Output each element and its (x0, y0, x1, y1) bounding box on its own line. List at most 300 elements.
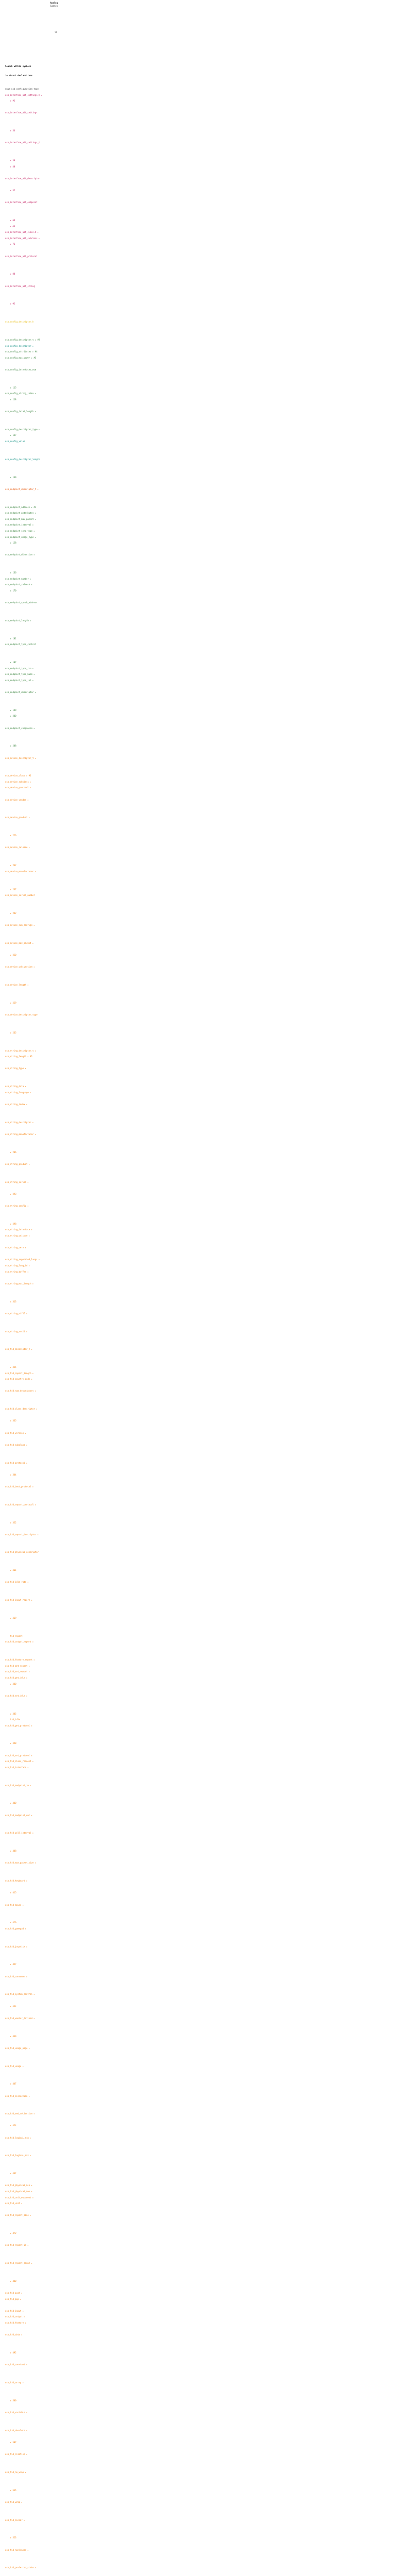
result-line (5, 1778, 62, 1784)
result-line (5, 1730, 62, 1736)
result-line (5, 1951, 62, 1957)
result-line (5, 1073, 62, 1079)
result-line[interactable]: usb_endpoint_interval ▸ (5, 523, 34, 527)
result-line (5, 2345, 62, 2351)
result-line[interactable]: hid_idle (5, 1718, 20, 1721)
result-line[interactable]: usb_hid_preferred_state ▸ (5, 2566, 37, 2569)
result-line[interactable]: usb_hid_endpoint_in ▸ (5, 1784, 31, 1787)
line-number-link[interactable]: ▸ 335 (5, 1419, 16, 1422)
line-number-link[interactable]: ▸ 199 (5, 708, 16, 711)
line-number-link[interactable]: ▸ 286 (5, 1150, 16, 1154)
result-line (5, 1175, 62, 1181)
result-line (5, 464, 62, 470)
result-line (5, 2053, 62, 2059)
result-line (5, 613, 62, 619)
result-line (5, 2107, 62, 2113)
result-line (5, 2071, 62, 2077)
result-line (5, 117, 62, 124)
line-number-link[interactable]: ▸ 237 (5, 888, 16, 891)
result-line[interactable]: usb_string_serial ▸ (5, 1180, 29, 1183)
result-line[interactable]: usb_config_descriptor ▸ (5, 344, 34, 347)
result-line (5, 685, 62, 691)
result-line (5, 1241, 62, 1247)
result-line (5, 279, 62, 285)
result-line[interactable]: usb_endpoint_max_packet ▸ (5, 517, 37, 520)
result-line (5, 2477, 62, 2483)
result-line (5, 2447, 62, 2453)
result-line[interactable]: usb_hid_mouse ▸ (5, 1903, 24, 1906)
result-line[interactable]: usb_string_config ▸ (5, 1205, 29, 1208)
result-line (5, 625, 62, 631)
line-number-link[interactable]: ▸ 118 (5, 398, 16, 401)
line-number-link[interactable]: ▸ 139 (5, 476, 16, 479)
result-line (5, 1145, 62, 1151)
result-line (5, 1402, 62, 1408)
result-line (5, 1336, 62, 1342)
results-pane (1, 0, 62, 2576)
result-line (5, 840, 62, 846)
result-line[interactable]: usb_hid_endpoint_out ▸ (5, 1814, 32, 1817)
result-line[interactable]: usb_config_descriptor_h (5, 320, 34, 324)
result-line[interactable]: usb_hid_report_count ▸ (5, 2262, 32, 2265)
line-number-link[interactable]: ▸ 115 (5, 386, 16, 389)
result-line[interactable]: usb_string_utf16 ▸ (5, 1312, 28, 1315)
result-line[interactable]: usb_device_serial_number (5, 894, 35, 897)
line-number-link[interactable]: ▸ 462 (5, 2172, 16, 2175)
result-line[interactable]: usb_device_vendor ▸ (5, 798, 29, 801)
result-line[interactable]: usb_string_lang_id ▸ (5, 1264, 30, 1267)
line-number-link[interactable]: ▸ 344 (5, 1473, 16, 1476)
line-number-link[interactable]: ▸ 127 (5, 434, 16, 437)
result-line[interactable]: usb_device_usb_version ▸ (5, 965, 35, 969)
result-line[interactable]: usb_string_zero ▸ (5, 1246, 26, 1249)
result-line[interactable]: usb_interface_alt_settings.h ▸ (5, 93, 43, 96)
result-line (5, 972, 62, 978)
line-number-link[interactable]: ▸ 34 (5, 129, 15, 132)
result-line (5, 1987, 62, 1993)
result-line[interactable]: usb_hid_data ▸ (5, 2333, 23, 2336)
line-number-link[interactable]: ▸ 380 (5, 1682, 16, 1685)
line-number-link[interactable]: ▸ 293 (5, 1192, 16, 1195)
line-number-link[interactable]: ▸ 166 (5, 571, 16, 574)
result-line (5, 1354, 62, 1360)
result-line[interactable]: usb_endpoint_companion ▸ (5, 726, 35, 730)
result-line[interactable]: usb_endpoint_sync_type ▸ (5, 529, 35, 532)
result-line[interactable]: usb_hid_report_size ▸ (5, 2214, 31, 2217)
result-line (5, 1916, 62, 1922)
result-line[interactable]: usb_hid_poll_interval ▸ (5, 1832, 34, 1835)
result-line (5, 995, 62, 1002)
result-line[interactable]: usb_endpoint_direction ▸ (5, 553, 35, 556)
result-line[interactable]: usb_hid_vendor_defined ▸ (5, 2016, 35, 2020)
result-line[interactable]: usb_hid_wrap ▸ (5, 2500, 23, 2503)
result-line (5, 852, 62, 858)
result-line (5, 2358, 62, 2364)
line-number-link[interactable]: ▸ 472 (5, 2232, 16, 2235)
result-line[interactable]: usb_device_product ▸ (5, 816, 30, 819)
result-line[interactable]: usb_hid_unit ▸ (5, 2202, 23, 2205)
result-line[interactable]: usb_device_class ▸ #1 (5, 774, 31, 777)
result-line[interactable]: usb_hid_gamepad ▸ (5, 1927, 26, 1930)
result-line[interactable]: usb_interface_alt_subclass ▸ (5, 236, 40, 240)
result-line (5, 2375, 62, 2381)
line-number-link[interactable]: ▸ 492 (5, 2351, 16, 2354)
line-number-link[interactable]: ▸ 40 (5, 165, 15, 168)
line-number-link[interactable]: ▸ 64 (5, 219, 15, 222)
result-line[interactable]: usb_endpoint_type_bulk ▸ (5, 673, 35, 676)
line-number-link[interactable]: ▸ 200 (5, 715, 16, 718)
result-line (5, 1414, 62, 1420)
result-line (5, 977, 62, 984)
line-number-link[interactable]: ▸ 242 (5, 911, 16, 914)
line-number-link[interactable]: ▸ 369 (5, 1617, 16, 1619)
result-line (5, 2572, 62, 2576)
result-line (5, 291, 62, 297)
result-line[interactable]: usb_interface_alt_protocol (5, 255, 38, 258)
line-number-link[interactable]: ▸ 313 (5, 1300, 16, 1303)
result-line[interactable]: usb_hid_set_protocol ▸ (5, 1754, 32, 1757)
result-line (5, 1957, 62, 1963)
result-line[interactable]: usb_string_descriptor ▸ (5, 1121, 34, 1124)
line-number-link[interactable]: ▸ 325 (5, 1366, 16, 1369)
result-line (5, 267, 62, 273)
line-number-link[interactable]: ▸ 400 (5, 1802, 16, 1805)
line-number-link[interactable]: ▸ 226 (5, 834, 16, 837)
line-number-link[interactable]: ▸ 259 (5, 1001, 16, 1004)
result-line (5, 446, 62, 452)
result-line[interactable]: usb_string_max_length ▸ (5, 1282, 34, 1285)
result-line (5, 2465, 62, 2471)
result-line (5, 1509, 62, 1515)
result-line[interactable]: usb_string_buffer ▸ (5, 1270, 29, 1273)
result-line (5, 2011, 62, 2017)
result-line[interactable]: usb_config_interfaces_num (5, 368, 37, 371)
result-line[interactable]: usb_hid_keyboard ▸ (5, 1879, 28, 1883)
result-line[interactable]: usb_hid_feature_report ▸ (5, 1658, 35, 1662)
result-line (5, 1700, 62, 1706)
result-line (5, 1479, 62, 1485)
result-line[interactable]: usb_device_release ▸ (5, 846, 30, 849)
result-line (5, 1933, 62, 1939)
line-number-link[interactable]: ▸ 352 (5, 1521, 16, 1524)
result-line[interactable]: usb_hid_get_report ▸ (5, 1664, 30, 1667)
line-number-link[interactable]: ▸ 38 (5, 159, 15, 162)
result-line (5, 1020, 62, 1026)
result-line (5, 2495, 62, 2501)
result-line[interactable]: usb_hid_get_protocol ▸ (5, 1724, 32, 1727)
result-line[interactable]: usb_hid_feature ▸ (5, 2321, 26, 2325)
result-line[interactable]: usb_endpoint_attributes ▸ (5, 512, 37, 515)
result-line (5, 769, 62, 775)
result-line[interactable]: usb_hid_class_request ▸ (5, 1760, 34, 1763)
result-line (5, 566, 62, 572)
result-line[interactable]: usb_device_manufacturer ▸ (5, 870, 37, 873)
result-line (5, 1826, 62, 1832)
result-line[interactable]: usb_endpoint_descriptor ▸ (5, 690, 37, 693)
result-line (5, 1079, 62, 1086)
result-line[interactable]: usb_hid_push ▸ (5, 2292, 23, 2295)
line-number-link[interactable]: ▸ 480 (5, 2279, 16, 2282)
result-line[interactable]: usb_hid_subclass ▸ (5, 1443, 28, 1446)
result-line (5, 1211, 62, 1217)
result-line (5, 2524, 62, 2531)
result-line[interactable]: usb_hid_report_id ▸ (5, 2244, 29, 2247)
line-number-link[interactable]: ▸ 232 (5, 864, 16, 867)
result-line[interactable]: usb_endpoint_type_control (5, 643, 37, 646)
result-line[interactable]: usb_hid_consumer ▸ (5, 1975, 28, 1978)
result-line (5, 380, 62, 386)
result-line (5, 810, 62, 817)
result-line[interactable]: usb_hid_joystick ▸ (5, 1945, 28, 1948)
result-line (5, 906, 62, 912)
result-line[interactable]: usb_config_descriptor_t ▸ #2 (5, 338, 40, 341)
result-line[interactable]: usb_hid_class_descriptor ▸ (5, 1408, 38, 1411)
result-line (5, 822, 62, 828)
result-line[interactable]: usb_interface_alt_settings_t (5, 141, 40, 144)
result-line[interactable]: usb_hid_usage_page ▸ (5, 2046, 30, 2049)
result-line (5, 1790, 62, 1796)
result-line[interactable]: usb_hid_physical_max ▸ (5, 2190, 32, 2193)
line-number-link[interactable]: ▸ 500 (5, 2399, 16, 2402)
line-number-link[interactable]: ▸ 80 (5, 273, 15, 276)
result-line (5, 2554, 62, 2561)
result-line[interactable]: usb_device_max_packet ▸ (5, 941, 34, 944)
result-line (5, 422, 62, 428)
result-line (5, 1384, 62, 1390)
result-line[interactable]: usb_hid_system_control ▸ (5, 1993, 35, 1996)
result-line[interactable]: usb_string_interface ▸ (5, 1228, 32, 1231)
line-number-link[interactable]: ▸ 181 (5, 637, 16, 640)
result-line (5, 990, 62, 996)
line-number-link[interactable]: ▸ 454 (5, 2124, 16, 2127)
result-line[interactable]: usb_hid_linear ▸ (5, 2518, 25, 2521)
result-line (5, 1043, 62, 1049)
line-number-link[interactable]: ▸ 408 (5, 1850, 16, 1853)
result-line[interactable]: usb_hid_idle_rate ▸ (5, 1581, 29, 1584)
result-line (5, 721, 62, 727)
result-line[interactable]: usb_hid_absolute ▸ (5, 2429, 28, 2432)
search-label[interactable]: Search (50, 5, 58, 7)
result-line[interactable]: usb_hid_end_collection ▸ (5, 2112, 35, 2115)
result-line[interactable]: usb_endpoint_length ▸ (5, 619, 31, 622)
result-line (5, 124, 62, 130)
result-line[interactable]: usb_hid_collection ▸ (5, 2094, 30, 2097)
result-line[interactable]: usb_interface_alt_settings (5, 111, 38, 114)
result-line[interactable]: usb_hid_interface ▸ (5, 1766, 29, 1769)
line-number-link[interactable]: ▸ 250 (5, 954, 16, 957)
result-line[interactable]: usb_string_language ▸ (5, 1091, 31, 1094)
result-line[interactable]: usb_interface_alt_descriptor (5, 177, 40, 180)
result-line (5, 876, 62, 882)
line-number-link[interactable]: ▸ 385 (5, 1712, 16, 1715)
line-number-link[interactable]: ▸ 523 (5, 2536, 16, 2539)
result-line[interactable]: usb_config_max_power ▸ #5 (5, 356, 37, 359)
result-line[interactable]: usb_device_descriptor_type (5, 1013, 38, 1016)
result-line[interactable]: usb_string_type ▸ (5, 1067, 26, 1070)
result-line[interactable]: usb_hid_descriptor_t ▸ (5, 1348, 32, 1351)
result-line[interactable]: usb_device_protocol ▸ (5, 786, 31, 789)
result-line (5, 1318, 62, 1324)
result-line[interactable]: usb_endpoint_type_iso ▸ (5, 667, 34, 670)
result-line[interactable]: usb_config_value (5, 440, 25, 443)
result-line[interactable]: usb_device_subclass ▸ (5, 780, 31, 783)
result-line[interactable]: usb_hid_unit_exponent ▸ (5, 2196, 34, 2199)
result-line[interactable]: usb_hid_logical_min ▸ (5, 2136, 31, 2139)
result-line (5, 2041, 62, 2047)
result-line[interactable]: usb_endpoint_number ▸ (5, 577, 31, 580)
result-line[interactable]: usb_string_data ▸ (5, 1085, 26, 1088)
result-line[interactable]: usb_hid_version ▸ (5, 1431, 26, 1434)
result-line[interactable]: usb_hid_protocol ▸ (5, 1461, 28, 1464)
result-line[interactable]: usb_hid_set_report ▸ (5, 1670, 30, 1673)
result-line (5, 1025, 62, 1031)
result-line[interactable]: usb_hid_relative ▸ (5, 2453, 28, 2456)
result-line[interactable]: usb_endpoint_refresh ▸ (5, 583, 32, 586)
result-line[interactable]: usb_hid_get_idle ▸ (5, 1676, 28, 1679)
line-number-link[interactable]: ▸ 71 (5, 243, 15, 246)
line-number-link[interactable]: ▸ 52 (5, 189, 15, 192)
result-line[interactable]: usb_hid_pop ▸ (5, 2297, 22, 2300)
result-line[interactable]: usb_string_product ▸ (5, 1162, 30, 1165)
result-line[interactable]: usb_string_ascii ▸ (5, 1330, 28, 1333)
line-number-link[interactable]: ▸ 507 (5, 2441, 16, 2444)
result-line (5, 195, 62, 201)
result-line[interactable]: usb_hid_max_packet_size ▸ (5, 1861, 37, 1865)
line-number-link[interactable]: ▸ #1 (5, 99, 15, 103)
result-line[interactable]: usb_interface_alt_class.h ▸ (5, 231, 39, 234)
result-line[interactable]: usb_string_length ▸ #1 (5, 1055, 32, 1058)
result-line (5, 135, 62, 142)
line-number-link[interactable]: ▸ 439 (5, 2035, 16, 2038)
result-line (5, 2387, 62, 2394)
result-line (5, 1288, 62, 1294)
line-number-link[interactable]: ▸ 170 (5, 589, 16, 592)
result-line[interactable]: usb_device_num_configs ▸ (5, 924, 35, 927)
result-line (5, 560, 62, 566)
result-line[interactable]: usb_hid_nonlinear ▸ (5, 2548, 29, 2551)
result-line[interactable]: usb_config_string_index ▸ (5, 392, 37, 395)
result-line (5, 1897, 62, 1904)
result-line (5, 106, 62, 112)
result-line[interactable]: usb_hid_boot_protocol ▸ (5, 1485, 34, 1488)
result-line (5, 733, 62, 739)
result-line (5, 2274, 62, 2280)
result-line (5, 1539, 62, 1545)
line-number-link[interactable]: ▸ 390 (5, 1742, 16, 1745)
result-line[interactable]: usb_hid_country_code ▸ (5, 1378, 32, 1381)
line-number-link[interactable]: ▸ 208 (5, 744, 16, 748)
result-line (5, 494, 62, 500)
result-line[interactable]: usb_endpoint_synch_address (5, 601, 38, 604)
result-line[interactable]: usb_device_length ▸ (5, 984, 29, 987)
result-line (5, 2142, 62, 2148)
result-line[interactable]: usb_hid_set_idle ▸ (5, 1694, 28, 1697)
line-number-link[interactable]: ▸ 187 (5, 661, 16, 664)
line-number-link[interactable]: ▸ 298 (5, 1222, 16, 1225)
app-title: Analog (50, 2, 58, 4)
line-number-link[interactable]: ▸ 66 (5, 225, 15, 228)
result-line[interactable]: usb_endpoint_usage_type ▸ (5, 535, 37, 538)
result-line (5, 309, 62, 315)
result-line (5, 2423, 62, 2429)
result-line[interactable]: usb_string_manufacturer ▸ (5, 1132, 37, 1136)
line-number-link[interactable]: ▸ 415 (5, 1891, 16, 1894)
result-line (5, 1748, 62, 1754)
result-line[interactable]: usb_hid_physical_min ▸ (5, 2184, 32, 2187)
result-line[interactable]: usb_interface_alt_string (5, 284, 35, 287)
result-line[interactable]: usb_hid_array ▸ (5, 2381, 24, 2384)
result-line[interactable]: usb_string_index ▸ (5, 1103, 28, 1106)
result-line[interactable]: usb_config_total_length ▸ (5, 410, 37, 413)
result-line[interactable]: usb_hid_output ▸ (5, 2315, 25, 2318)
result-line[interactable]: usb_config_descriptor_type ▸ (5, 428, 40, 431)
result-line[interactable]: usb_interface_alt_endpoint (5, 201, 38, 204)
result-line[interactable]: usb_hid_constant ▸ (5, 2363, 28, 2366)
result-line[interactable]: usb_string_descriptor_t ▸ (5, 1049, 37, 1052)
result-line[interactable]: usb_endpoint_address ▸ #1 (5, 505, 37, 509)
line-number-link[interactable]: ▸ 92 (5, 302, 15, 306)
result-line[interactable]: usb_hid_num_descriptors ▸ (5, 1389, 37, 1393)
result-line[interactable]: usb_hid_physical_descriptor (5, 1551, 39, 1554)
line-number-link[interactable]: ▸ 447 (5, 2082, 16, 2086)
line-number-link[interactable]: ▸ 158 (5, 541, 16, 545)
result-line[interactable]: usb_hid_no_wrap ▸ (5, 2470, 26, 2473)
result-line[interactable]: enum usb_configuration_type (5, 88, 39, 90)
result-line (5, 2119, 62, 2125)
result-line (5, 315, 62, 321)
result-line[interactable]: usb_string_supported_langs ▸ (5, 1258, 40, 1261)
line-number-link[interactable]: ▸ 427 (5, 1963, 16, 1966)
result-line (5, 1007, 62, 1013)
result-line (5, 1909, 62, 1916)
result-line (5, 1115, 62, 1121)
line-number-link[interactable]: ▸ 434 (5, 2005, 16, 2008)
result-line[interactable]: usb_config_attributes ▸ #4 (5, 350, 38, 353)
result-line[interactable]: usb_device_descriptor_t ▸ (5, 756, 37, 759)
result-line (5, 1449, 62, 1455)
result-line[interactable]: usb_hid_logical_max ▸ (5, 2154, 31, 2157)
line-number-link[interactable]: ▸ 265 (5, 1031, 16, 1034)
result-line[interactable]: hid_report (5, 1634, 23, 1637)
result-line (5, 1688, 62, 1694)
result-line[interactable]: usb_hid_input ▸ (5, 2309, 24, 2312)
result-line[interactable]: usb_string_unicode ▸ (5, 1234, 30, 1237)
result-line[interactable]: usb_hid_report_descriptor ▸ (5, 1533, 39, 1536)
result-line (5, 2435, 62, 2441)
result-line[interactable]: usb_config_descriptor_length (5, 457, 40, 461)
result-line (5, 2561, 62, 2567)
result-line[interactable]: usb_endpoint_descriptor_t ▸ (5, 487, 39, 490)
result-line[interactable]: usb_hid_report_length ▸ (5, 1371, 34, 1375)
result-line (5, 1497, 62, 1503)
line-number-link[interactable]: ▸ 361 (5, 1569, 16, 1572)
result-line[interactable]: usb_hid_usage ▸ (5, 2064, 24, 2067)
result-line[interactable]: usb_hid_report_protocol ▸ (5, 1503, 37, 1506)
result-line (5, 171, 62, 177)
result-line[interactable]: usb_hid_output_report ▸ (5, 1640, 34, 1643)
line-number-link[interactable]: ▸ 515 (5, 2488, 16, 2492)
result-line[interactable]: usb_endpoint_type_int ▸ (5, 679, 34, 682)
result-line (5, 828, 62, 835)
result-line[interactable]: usb_hid_variable ▸ (5, 2411, 28, 2414)
result-line (5, 1856, 62, 1862)
result-line[interactable]: usb_hid_input_report ▸ (5, 1599, 32, 1602)
result-line (5, 1820, 62, 1826)
results-list (5, 88, 62, 2576)
result-line (5, 416, 62, 422)
result-line (5, 1808, 62, 1814)
line-number-link[interactable]: ▸ 420 (5, 1921, 16, 1924)
